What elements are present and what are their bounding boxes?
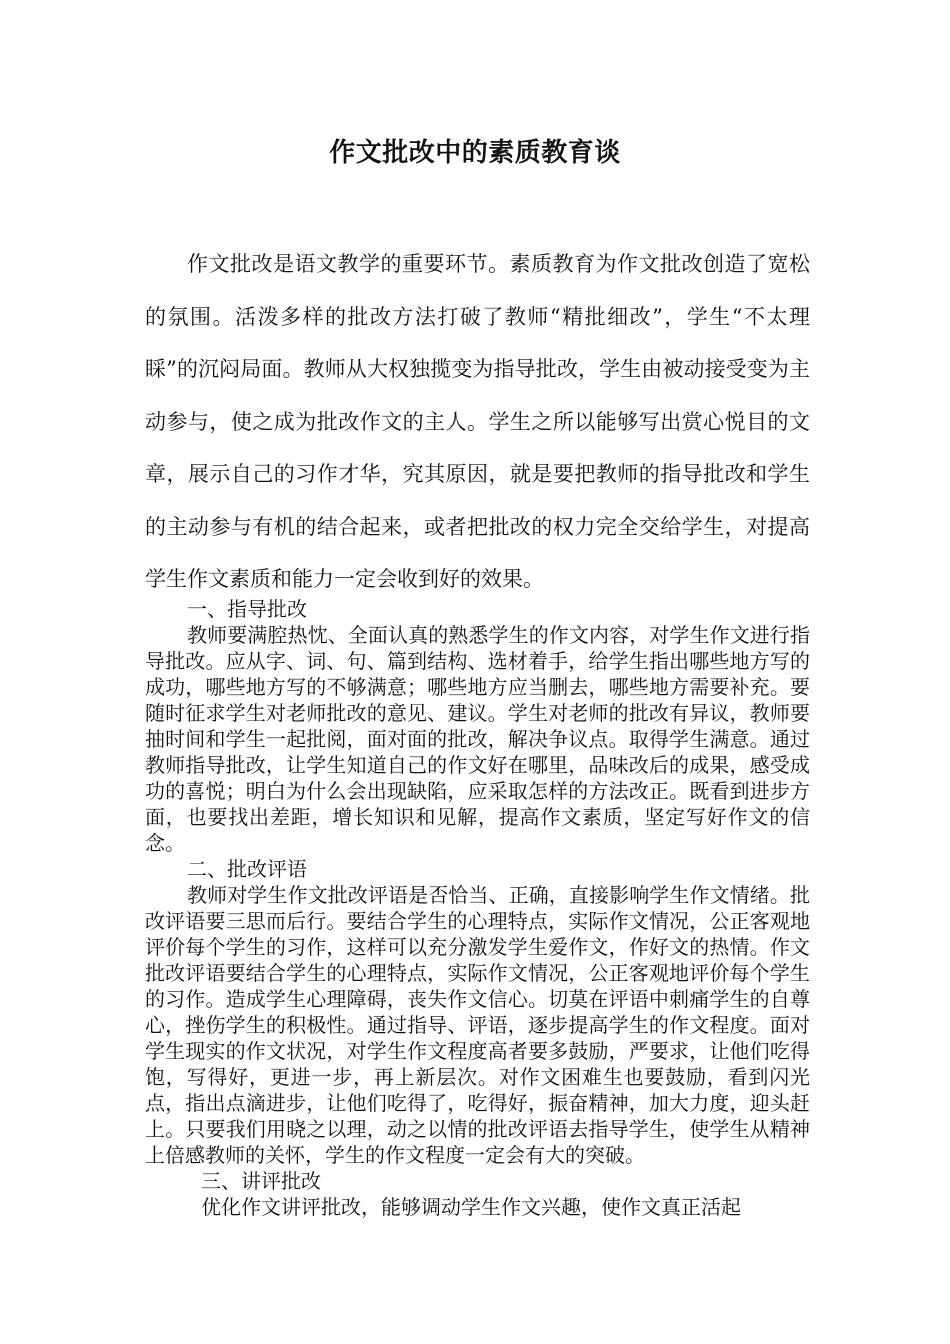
section-paragraph-3: 优化作文讲评批改，能够调动学生作文兴趣，使作文真正活起: [201, 1195, 741, 1219]
section-heading-3: 三、讲评批改: [201, 1169, 321, 1193]
section-paragraph-1: 教师要满腔热忱、全面认真的熟悉学生的作文内容，对学生作文进行指导批改。应从字、词、句、篇到结构、选材着手，给学生指出哪些地方写的成功，哪些地方写的不够满意；哪些地方应当删去，哪些地方需要补充。要随时征求学生对老师批改的意见、建议。学生对老师的批改有异议，教师要抽时间和学生一起批阅，面对面的批改，解决争议点。取得学生满意。通过教师指导批改，让学生知道自己的作文好在哪里，品味改后的成果，感受成功的喜悦；明白为什么会出现缺陷，应采取怎样的方法改正。既看到进步方面，也要找出差距，增长知识和见解，提高作文素质，坚定写好作文的信念。: [145, 623, 810, 855]
intro-paragraph: 作文批改是语文教学的重要环节。素质教育为作文批改创造了宽松的氛围。活泼多样的批改方法打破了教师“精批细改”，学生“不太理睬”的沉闷局面。教师从大权独揽变为指导批改，学生由被动接受变为主动参与，使之成为批改作文的主人。学生之所以能够写出赏心悦目的文章，展示自己的习作才华，究其原因，就是要把教师的指导批改和学生的主动参与有机的结合起来，或者把批改的权力完全交给学生，对提高学生作文素质和能力一定会收到好的效果。: [145, 252, 810, 591]
document-title: 作文批改中的素质教育谈: [329, 138, 621, 168]
section-heading-2: 二、批改评语: [187, 857, 307, 881]
document-body: [145, 596, 810, 1220]
section-paragraph-2: 教师对学生作文批改评语是否恰当、正确，直接影响学生作文情绪。批改评语要三思而后行。要结合学生的心理特点，实际作文情况，公正客观地评价每个学生的习作，这样可以充分激发学生爱作文，作好文的热情。作文批改评语要结合学生的心理特点，实际作文情况，公正客观地评价每个学生的习作。造成学生心理障碍，丧失作文信心。切莫在评语中刺痛学生的自尊心，挫伤学生的积极性。通过指导、评语，逐步提高学生的作文程度。面对学生现实的作文状况，对学生作文程度高者要多鼓励，严要求，让他们吃得饱，写得好，更进一步，再上新层次。对作文困难生也要鼓励，看到闪光点，指出点滴进步，让他们吃得了，吃得好，振奋精神，加大力度，迎头赶上。只要我们用晓之以理，动之以情的批改评语去指导学生，使学生从精神上倍感教师的关怀，学生的作文程度一定会有大的突破。: [145, 883, 810, 1167]
section-heading-1: 一、指导批改: [187, 597, 307, 621]
